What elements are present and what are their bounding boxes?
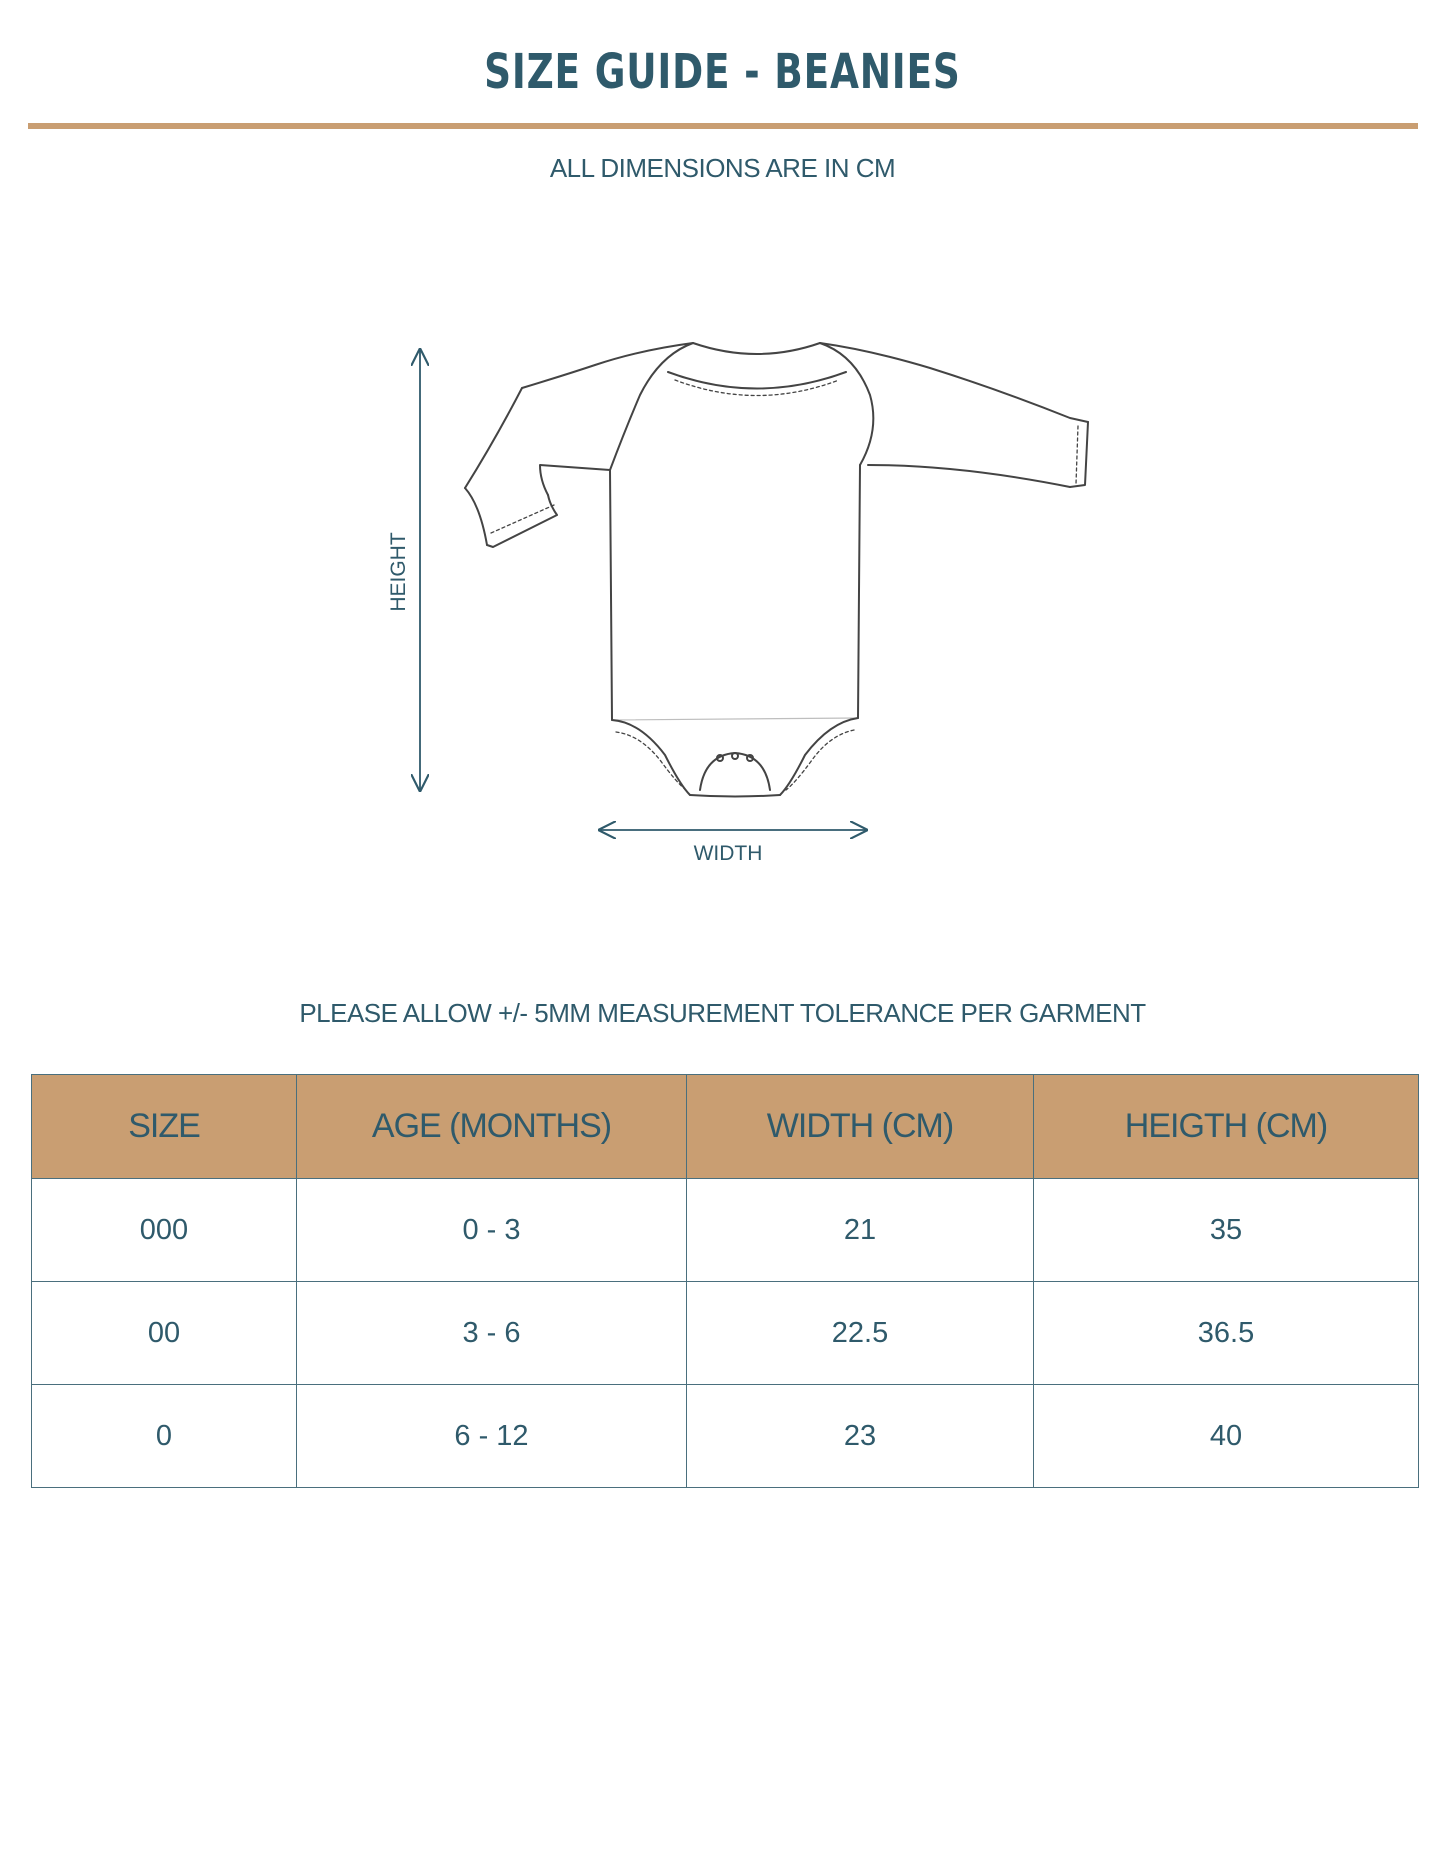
cell-size: 00: [32, 1282, 297, 1385]
cell-size: 000: [32, 1179, 297, 1282]
cell-height: 36.5: [1034, 1282, 1419, 1385]
cell-width: 21: [687, 1179, 1034, 1282]
cell-height: 40: [1034, 1385, 1419, 1488]
cell-size: 0: [32, 1385, 297, 1488]
page-title: SIZE GUIDE - BEANIES: [484, 44, 961, 100]
cell-width: 23: [687, 1385, 1034, 1488]
tolerance-note: PLEASE ALLOW +/- 5MM MEASUREMENT TOLERANCE PER GARMENT: [299, 998, 1146, 1028]
table-row: [32, 1282, 1419, 1385]
width-label: WIDTH: [693, 842, 763, 865]
column-header-age: AGE (MONTHS): [297, 1075, 687, 1179]
cell-width: 22.5: [687, 1282, 1034, 1385]
column-header-width: WIDTH (CM): [687, 1075, 1034, 1179]
table-row: [32, 1179, 1419, 1282]
height-label: HEIGHT: [387, 532, 410, 612]
table-row: [32, 1385, 1419, 1488]
size-table: [31, 1074, 1419, 1488]
garment-diagram: [0, 0, 1445, 900]
column-header-size: SIZE: [32, 1075, 297, 1179]
cell-height: 35: [1034, 1179, 1419, 1282]
bodysuit-illustration: [465, 343, 1088, 797]
dimensions-note: ALL DIMENSIONS ARE IN CM: [549, 153, 896, 183]
table-header-row: [32, 1075, 1419, 1179]
column-header-height: HEIGTH (CM): [1034, 1075, 1419, 1179]
cell-age: 6 - 12: [297, 1385, 687, 1488]
cell-age: 3 - 6: [297, 1282, 687, 1385]
cell-age: 0 - 3: [297, 1179, 687, 1282]
